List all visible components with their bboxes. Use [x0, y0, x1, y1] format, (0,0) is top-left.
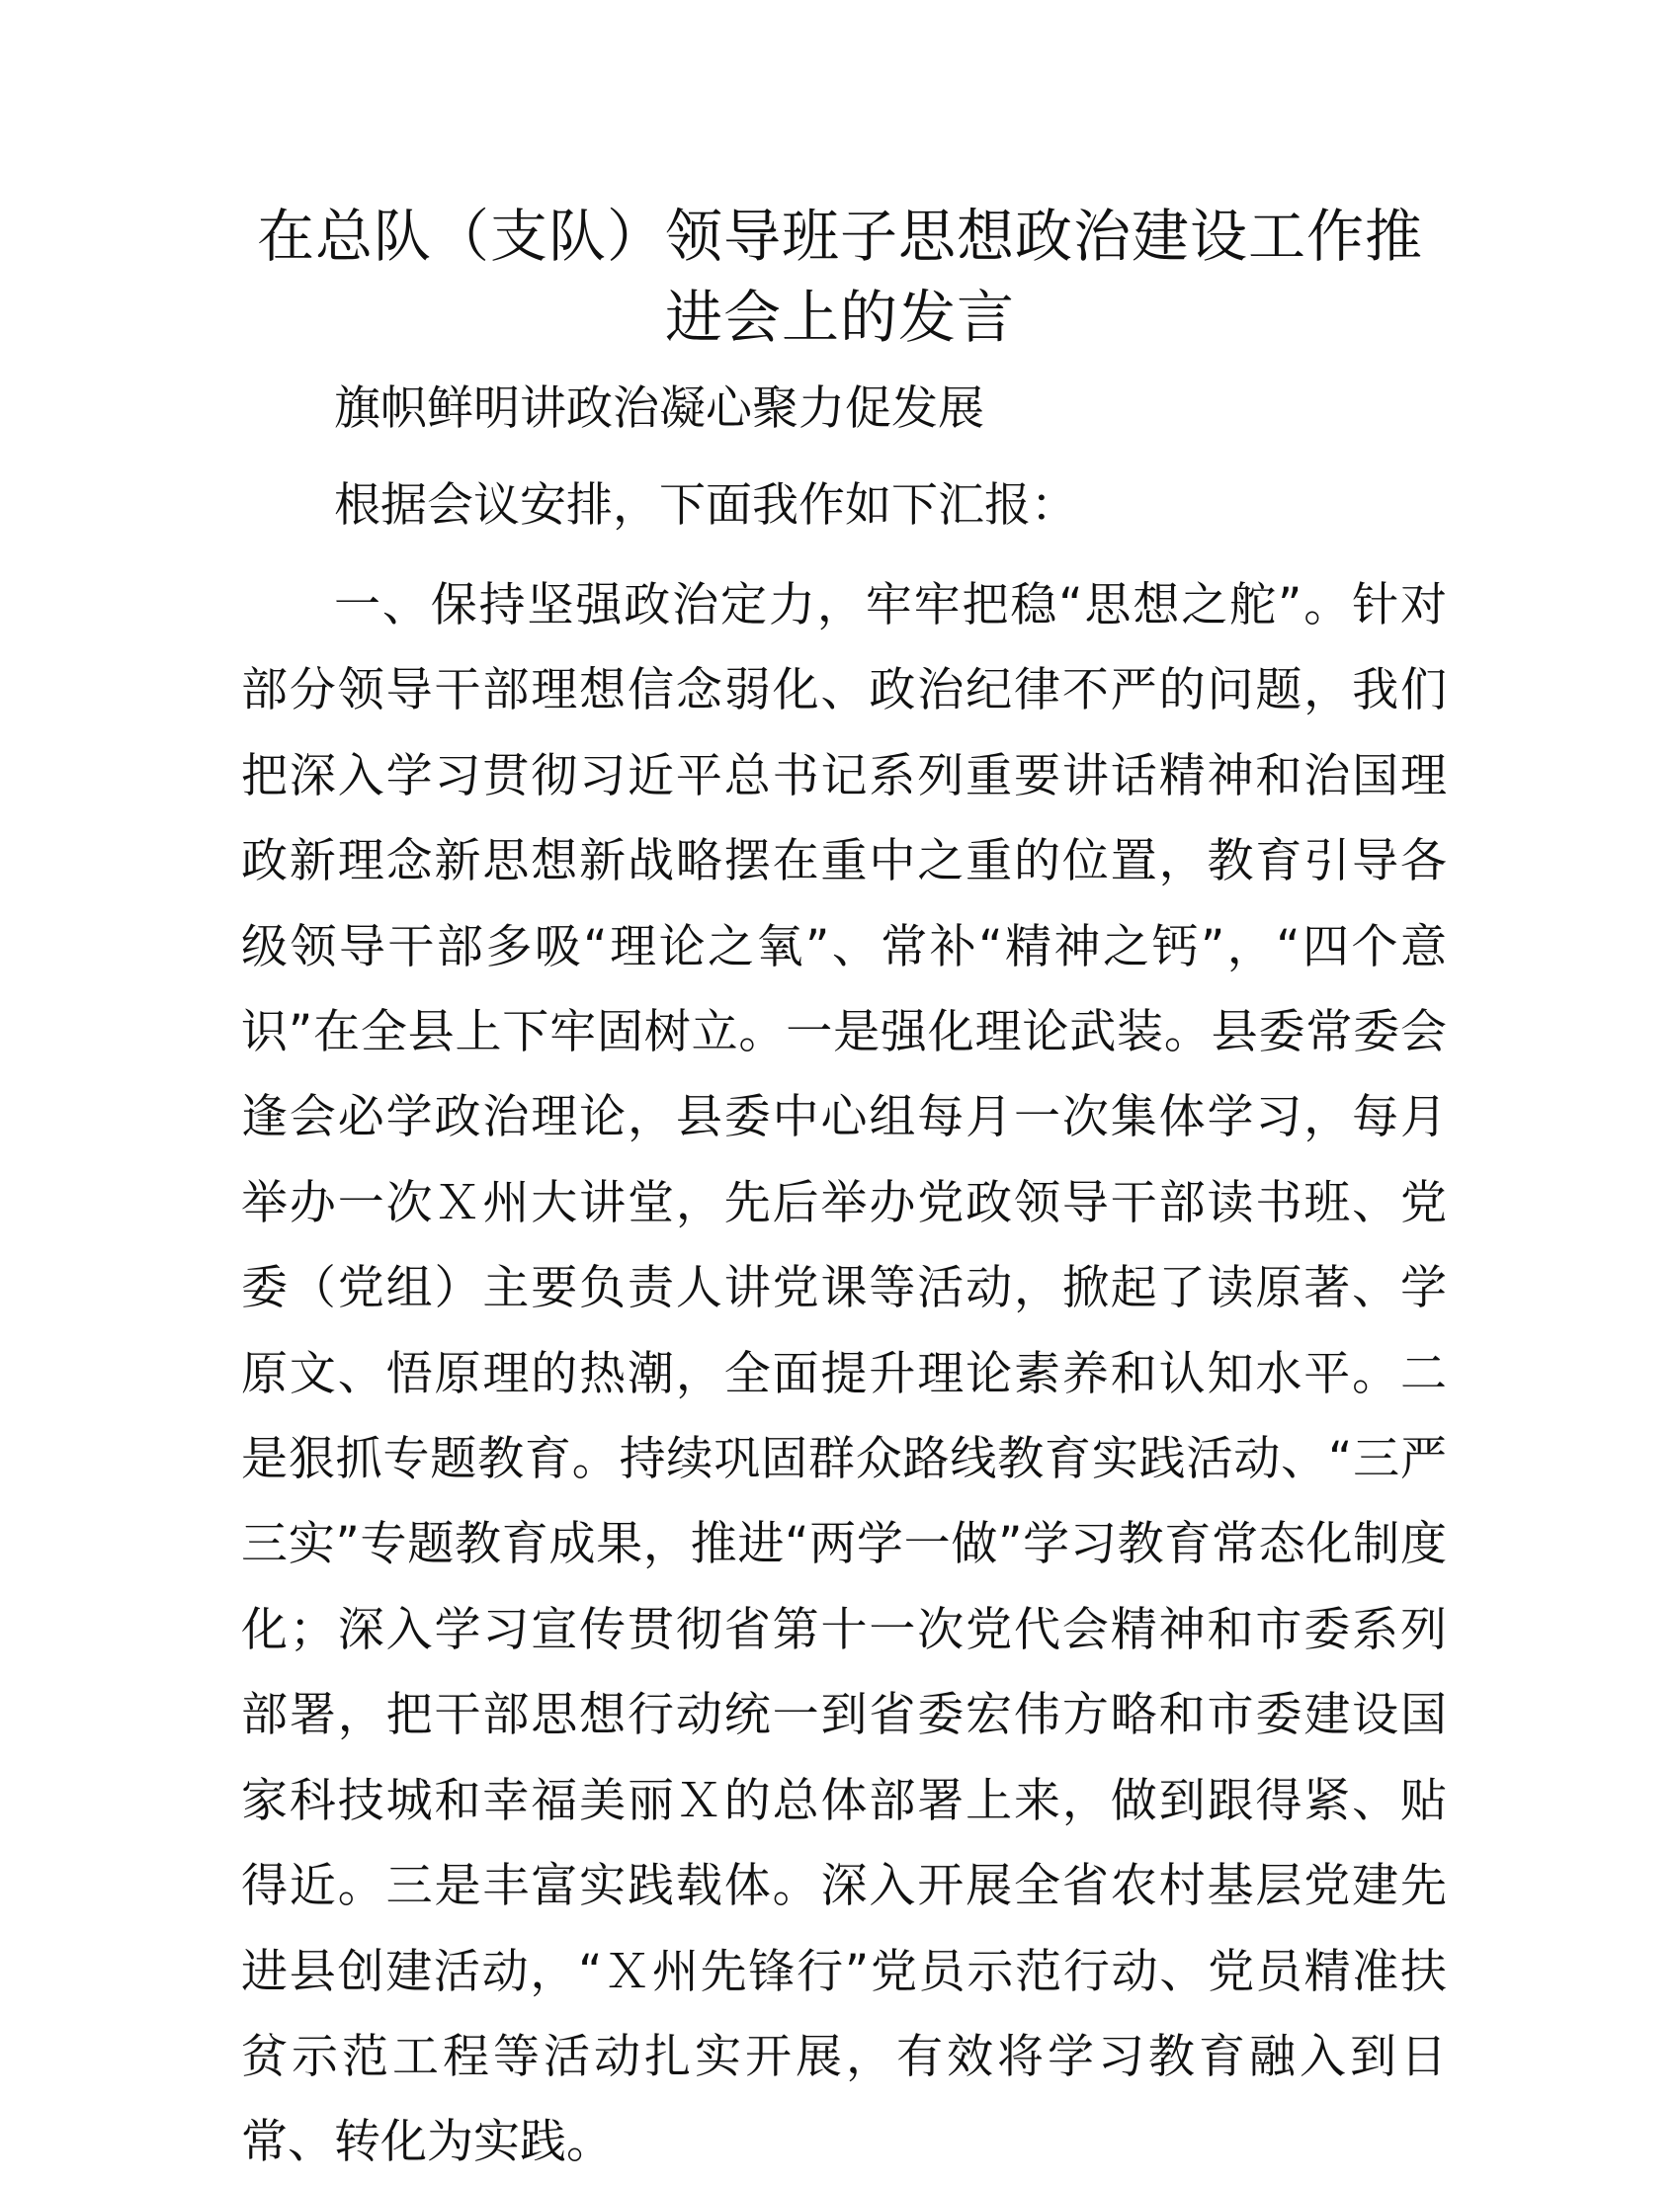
document-title: 在总队（支队）领导班子思想政治建设工作推进会上的发言 [256, 203, 1423, 351]
body-paragraph: 一、保持坚强政治定力，牢牢把稳“思想之舵”。针对部分领导干部理想信念弱化、政治纪律不严的问题，我们把深入学习贯彻习近平总书记系列重要讲话精神和治国理政新理念新思想新战略摆在重中之重的位置，教育引导各级领导干部多吸“理论之氧”、常补“精神之钙”，“四个意识”在全县上下牢固树立。一是强化理论武装。县委常委会逢会必学政治理论，县委中心组每月一次集体学习，每月举办一次Ｘ州大讲堂，先后举办党政领导干部读书班、党委（党组）主要负责人讲党课等活动，掀起了读原著、学原文、悟原理的热潮，全面提升理论素养和认知水平。二是狠抓专题教育。持续巩固群众路线教育实践活动、“三严三实”专题教育成果，推进“两学一做”学习教育常态化制度化；深入学习宣传贯彻省第十一次党代会精神和市委系列部署，把干部思想行动统一到省委宏伟方略和市委建设国家科技城和幸福美丽Ｘ的总体部署上来，做到跟得紧、贴得近。三是丰富实践载体。深入开展全省农村基层党建先进县创建活动，“Ｘ州先锋行”党员示范行动、党员精准扶贫示范工程等活动扎实开展，有效将学习教育融入到日常、转化为实践。 [241, 578, 1447, 2170]
intro-paragraph: 根据会议安排，下面我作如下汇报： [334, 478, 1077, 533]
document-subtitle: 旗帜鲜明讲政治凝心聚力促发展 [334, 381, 984, 436]
